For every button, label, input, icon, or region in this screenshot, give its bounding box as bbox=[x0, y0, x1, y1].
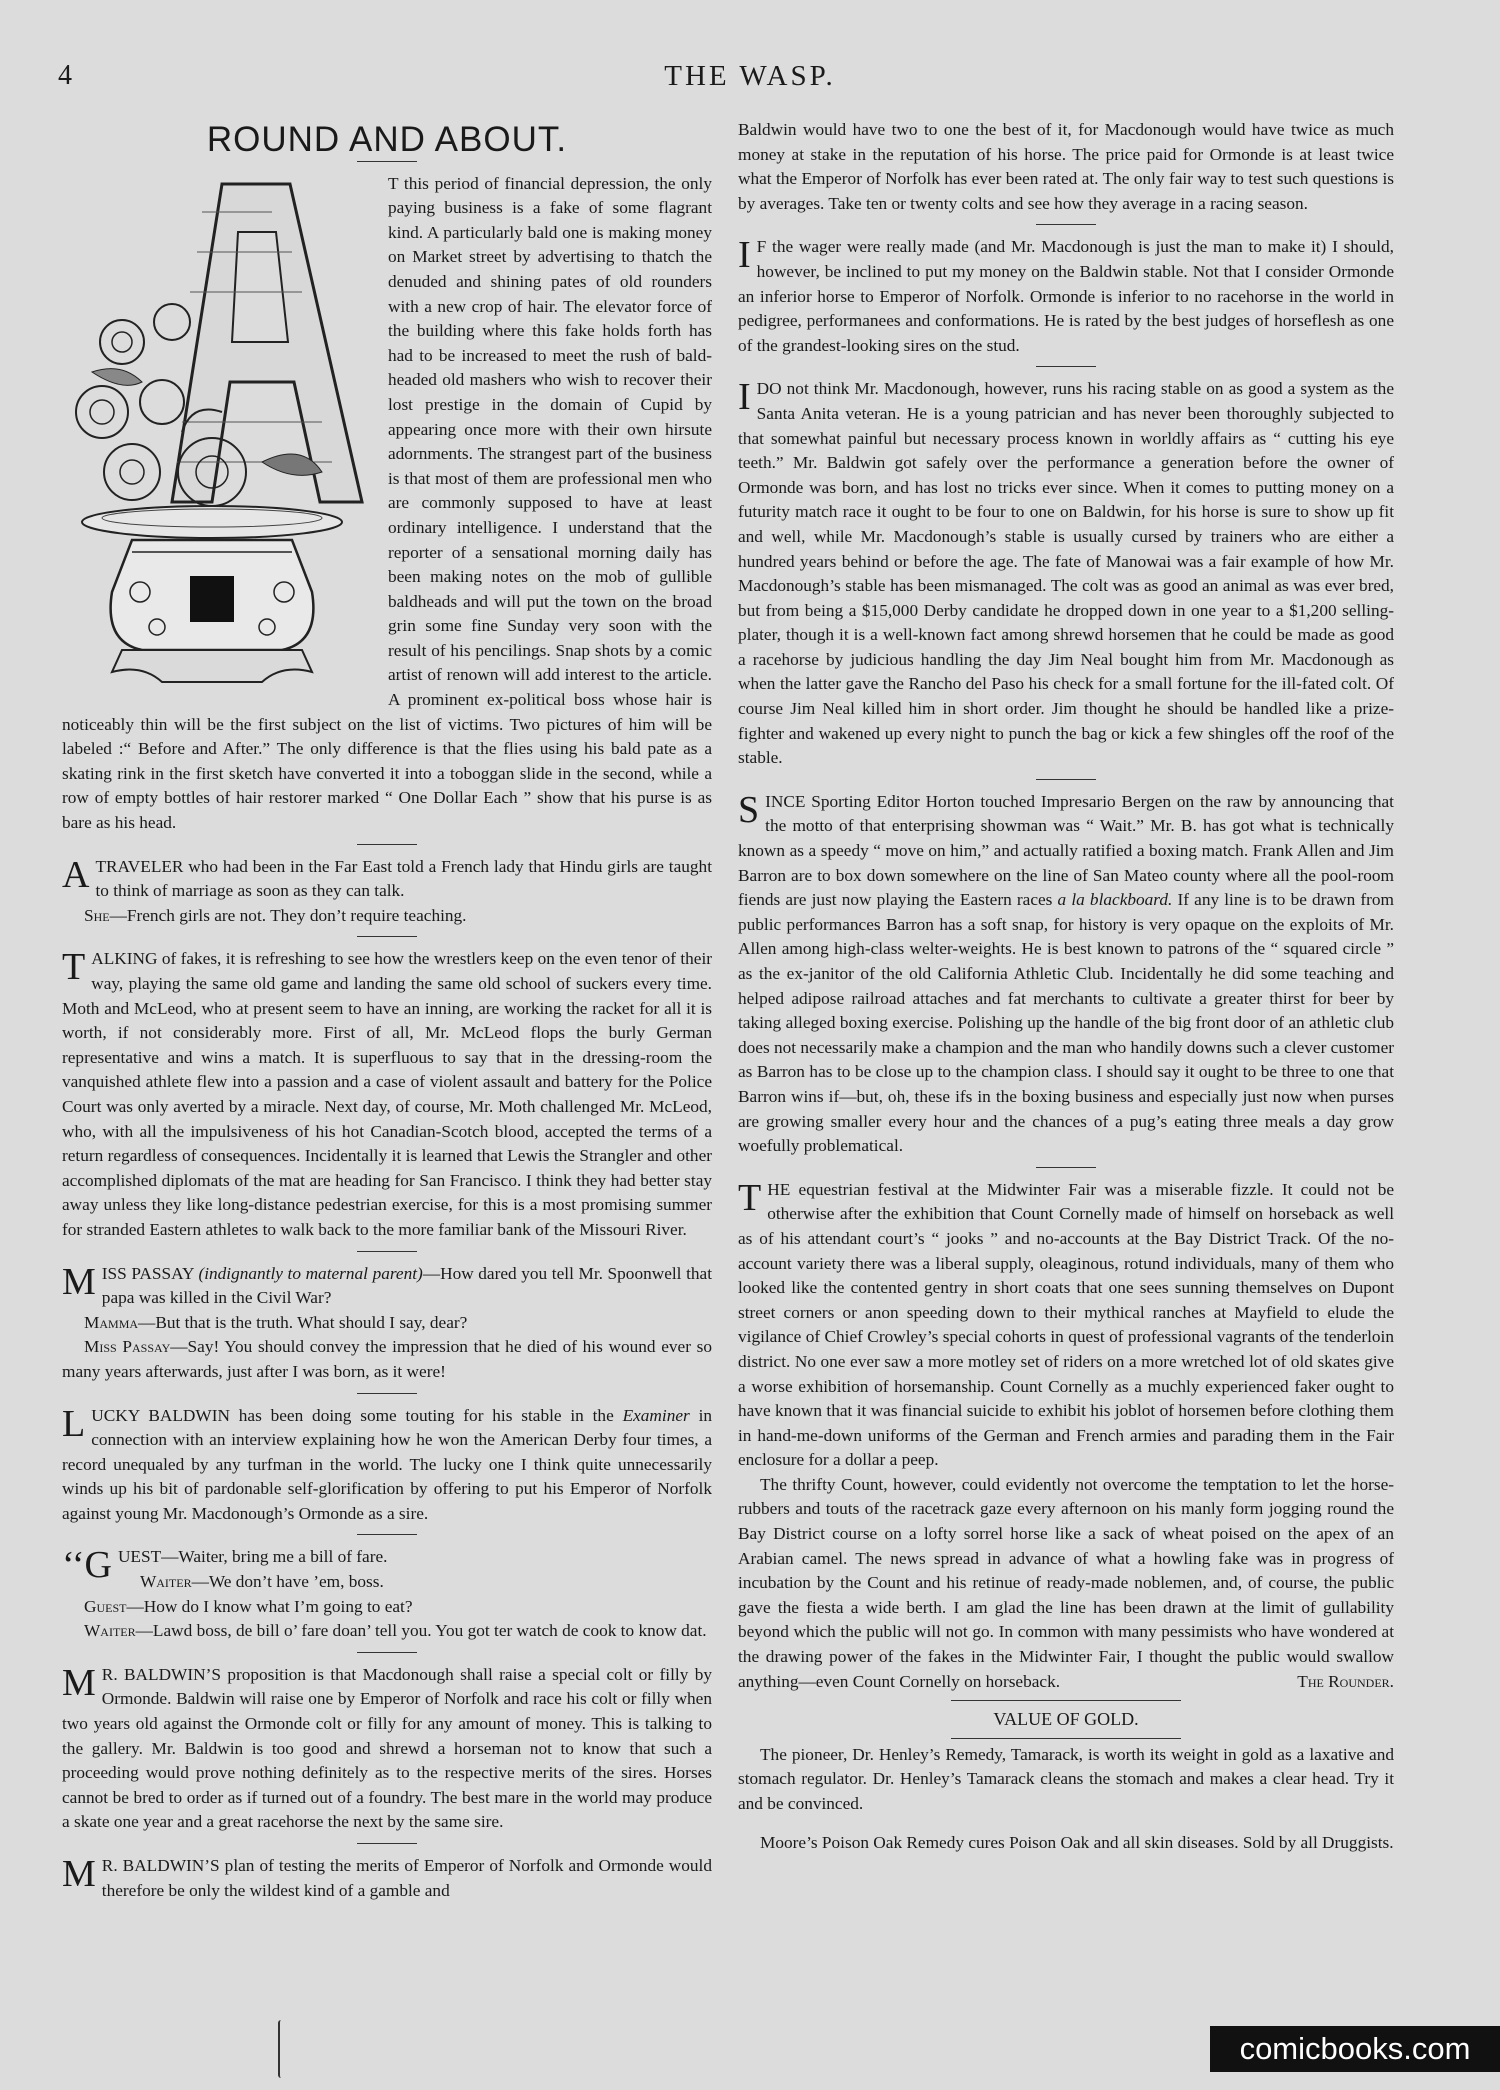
dialogue-text: —How dared you tell Mr. Spoonwell that papa was killed in the Civil War? bbox=[101, 1263, 712, 1308]
divider bbox=[357, 936, 417, 937]
drop-cap: M bbox=[62, 1661, 96, 1704]
drop-cap: T bbox=[738, 1176, 762, 1219]
speaker-name: Waiter bbox=[84, 1621, 136, 1641]
guest-paragraph bbox=[62, 1545, 712, 1643]
speaker-name: Waiter bbox=[139, 1572, 192, 1592]
signature: The Rounder. bbox=[1297, 1671, 1394, 1691]
drop-cap: I bbox=[738, 376, 751, 419]
lead-word: TRAVELER bbox=[95, 856, 184, 876]
article-title: ROUND AND ABOUT. bbox=[206, 120, 568, 159]
paragraph-text bbox=[738, 1473, 1394, 1694]
traveler-paragraph bbox=[62, 855, 712, 929]
divider bbox=[357, 844, 417, 845]
ad-text: The pioneer, Dr. Henley’s Remedy, Tamarack, is worth its weight in gold as a laxative and stomach regulator. Dr. Henley’s Tamarack cleans the stomach and makes a clear head. Try it and be convinced. bbox=[738, 1744, 1394, 1813]
plan-paragraph bbox=[62, 1854, 712, 1903]
dialogue-text: —Waiter, bring me a bill of fare. bbox=[161, 1547, 388, 1567]
speaker-name: Miss Passay bbox=[84, 1337, 171, 1357]
paragraph-text: proposition is that Macdonough shall raise a special colt or filly by Ormonde. Baldwin will raise one by Emperor of Norfolk and race his colt or filly when two years old against the Ormonde colt or filly for any amount of money. This is talking to the gallery. Mr. Baldwin is too good and shrewd a horseman not to know that such a proceeding would prove nothing definitely as to the respective merits of the sires. Horses cannot be bred to order as if turned out of a foundry. The best mare in the world may produce a skate one year and a great racehorse the next by the same sire. bbox=[62, 1664, 712, 1832]
boxing-paragraph bbox=[738, 790, 1394, 1159]
fair-paragraph bbox=[738, 1178, 1394, 1694]
divider bbox=[357, 1534, 417, 1535]
newspaper-name: Examiner bbox=[622, 1405, 690, 1425]
vase-flowers-initial-icon bbox=[62, 172, 374, 692]
lucky-paragraph bbox=[62, 1404, 712, 1527]
italic-phrase: a la blackboard. bbox=[1057, 890, 1173, 910]
dialogue-text: —We don’t have ’em, boss. bbox=[191, 1572, 384, 1592]
lead-word: ALKING bbox=[91, 949, 158, 969]
paragraph-text: If any line is to be drawn from public performances Barron has a soft snap, for history is very opaque on the exploits of Mr. Allen among high-class welter-weights. He is best known to patrons of the “ squared circle ” as the ex-janitor of the old California Athletic Club. Incidentally he did some teaching and helped adipose railroad attaches and fat merchants to cultivate a greater thirst for beer by taking alleged boxing exercise. Polishing up the handle of the big front door of an athletic club does not necessarily make a champion and the man who handily downs such a clever customer as Barron has to be close up to the champion class. I should say it ought to be three to one that Barron wins if—but, oh, these ifs in the boxing business and especially just now when purses are growing smaller every hour and the chances of a pug’s eating three meals a day grow woefully problematical. bbox=[738, 890, 1395, 1156]
drop-cap: A bbox=[62, 853, 90, 896]
paragraph-text: has been doing some touting for his stable in the bbox=[229, 1405, 623, 1425]
dialogue-text: —Say! You should convey the impression that he died of his wound ever so many years afterwards, just after I was born, as it were! bbox=[62, 1337, 713, 1381]
drop-cap: S bbox=[738, 788, 760, 831]
dialogue-text: —Lawd boss, de bill o’ fare doan’ tell you. You got ter watch de cook to know dat. bbox=[135, 1621, 707, 1641]
passay-paragraph bbox=[62, 1262, 712, 1385]
drop-cap: M bbox=[62, 1853, 96, 1895]
divider bbox=[357, 1843, 417, 1844]
ornamental-initial-a-vase-illustration bbox=[62, 172, 374, 692]
drop-cap: I bbox=[738, 234, 751, 277]
paragraph-text: HE equestrian festival at the Midwinter Fair was a miserable fizzle. It could not be otherwise after the exhibition that Count Cornelly made of himself on horseback as well as of his attendant court’s “ jooks ” and no-accounts at the Bay District Track. Of the no-account variety there was a liberal supply, oleaginous, rotund individuals, many of them who looked like the contented gentry in short coats that one sees sunning themselves on Dupont street corners or anon speeding down to their mythical ranches at Mayfield to elude the vigilance of Chief Crowley’s special cohorts in quest of professional vagrants of the tenderloin district. No one ever saw a more motley set of riders on a more wretched lot of old skates give a worse exhibition of horsemanship. Count Cornelly as a muchly experienced faker ought to have known that it was financial suicide to exhibit his joblot of horsemen before clothing them in hand-me-down uniforms of the German and French armies and parading them in the Fair enclosure for a dollar a peep. bbox=[738, 1179, 1394, 1470]
continued-paragraph: Baldwin would have two to one the best of it, for Macdonough would have twice as much money at stake in the reputation of his horse. The price paid for Ormonde is at least twice what the Emperor of Norfolk has ever been rated at. The only fair way to test such questions is by averages. Take ten or twenty colts and see how they average in a racing season. bbox=[738, 120, 1394, 213]
drop-cap: L bbox=[62, 1402, 86, 1445]
proposition-paragraph bbox=[62, 1663, 712, 1835]
divider bbox=[951, 1738, 1181, 1739]
divider bbox=[357, 161, 417, 162]
paragraph-text: in connection with an interview explaining how he won the American Derby four times, a record unequaled by any turfman in the world. The lucky one I think quite unnecessarily winds up his bit of pardonable self-glorification by offering to put his Emperor of Norfolk against young Mr. Macdonough’s Ormonde as a sire. bbox=[62, 1405, 713, 1523]
ad-text: Moore’s Poison Oak Remedy cures Poison Oak and all skin diseases. Sold by all Druggists. bbox=[760, 1832, 1394, 1852]
ad-heading: VALUE OF GOLD. bbox=[993, 1709, 1139, 1730]
right-column bbox=[738, 118, 1394, 1855]
dialogue-text: —How do I know what I’m going to eat? bbox=[126, 1596, 413, 1616]
divider bbox=[1036, 1167, 1096, 1168]
pencil-mark bbox=[278, 2020, 284, 2078]
divider bbox=[951, 1700, 1181, 1701]
intro-text: T this period of financial depression, the only paying business is a fake of some flagrant kind. A particularly bald one is making money on Market street by advertising to thatch the denuded and shining pates of old rounders with a new crop of hair. The elevator force of the building where this fake holds forth has had to be increased to meet the rush of bald-headed old mashers who wish to recover their lost prestige in the domain of Cupid by appearing once more with their own hirsute adornments. The strangest part of the business is that most of them are professional men who are commonly supposed to have at least ordinary intelligence. I understand that the reporter of a sensational morning daily has been making notes on the mob of gullible baldheads and will put the town on the broad grin some fine Sunday very soon with the result of his pencilings. Snap shots by a comic artist of renown will add interest to the article. A prominent ex-political boss whose hair is noticeably thin will be the first subject on the list of victims. Two pictures of him will be labeled :“ Before and After.” The only difference is that the flies using his bald pate as a skating rink in the first sketch have converted it into a toboggan slide in the second, while a row of empty bottles of hair restorer marked “ One Dollar Each ” show that his purse is as bare as his head. bbox=[62, 173, 712, 833]
stable-paragraph bbox=[738, 377, 1394, 771]
lead-word: UEST bbox=[117, 1547, 162, 1567]
dialogue-text: —French girls are not. They don’t require teaching. bbox=[109, 905, 467, 925]
speaker-name: She bbox=[84, 905, 110, 925]
left-column bbox=[62, 118, 712, 1903]
lead-word: R. BALDWIN’S bbox=[101, 1664, 221, 1684]
divider bbox=[357, 1251, 417, 1252]
paragraph-text: INCE Sporting Editor Horton touched Impresario Bergen on the raw by announcing that the motto of that enterprising showman was “ Wait.” Mr. B. has got what is technically known as a speedy “ move on him,” and actually ratified a boxing match. Frank Allen and Jim Barron are to box down somewhere on the line of San Mateo county where all the pool-room fiends are just now playing the Eastern races bbox=[738, 791, 1394, 910]
paragraph-text-continued: The thrifty Count, however, could evidently not overcome the temptation to let the horse-rubbers and touts of the racetrack gaze every afternoon on his manly form jogging round the Bay District course on a lofty sorrel horse like a sack of wheat poised on the apex of an Arabian camel. The news spread in advance of what a howling fake was in progress of incubation by the Count and his retinue of ready-made noblemen, and, of course, the public gave the fiesta a wide berth. I am glad the line has been drawn at the limit of gullability beyond which the public will not go. In common with many pessimists who have wondered at the drawing power of the fakes in the Midwinter Fair, I thought the public would swallow anything—even Count Cornelly on horseback. bbox=[738, 1474, 1394, 1691]
divider bbox=[357, 1393, 417, 1394]
paragraph-text: who had been in the Far East told a French lady that Hindu girls are taught to think of marriage as soon as they can talk. bbox=[95, 856, 712, 901]
running-title: THE WASP. bbox=[664, 60, 836, 92]
speaker-name: Mamma bbox=[84, 1312, 139, 1332]
wager-paragraph bbox=[738, 235, 1394, 358]
page-number: 4 bbox=[58, 60, 72, 91]
speaker-name: Guest bbox=[84, 1596, 127, 1616]
divider bbox=[357, 1652, 417, 1653]
paragraph-text: DO not think Mr. Macdonough, however, runs his racing stable on as good a system as the Santa Anita veteran. He is a young patrician and has never been thoroughly subjected to that somewhat painful but necessary process known in worldly affairs as “ cutting his eye teeth.” Mr. Baldwin got safely over the performance a generation before the owner of Ormonde was born, and has lost no tricks ever since. When it comes to putting money on a futurity match race it ought to be four to one on Baldwin, for his horse is sure to show up fit and well, while Mr. Macdonough’s stable is usually cursed by trainers who are either a hundred years behind or before the age. The fate of Manowai was a fair example of how Mr. Macdonough’s stable has been mismanaged. The colt was as good an animal as was ever bred, but from being a $15,000 Derby candidate he dropped down in one year to a $1,200 selling-plater, though it is a well-known fact among shrewd horsemen that he could be made as good a racehorse by judicious handling the day Jim Neal bought him from Mr. Macdonough as when the latter gave the Rancho del Paso his check for a small fortune for the ill-fated colt. Of course Jim Neal killed him in short order. Jim thought he should be handled like a prize-fighter and wakened up every night to punch the bag or kick a few shingles off the roof of the stable. bbox=[738, 379, 1394, 768]
dialogue-text: —But that is the truth. What should I say, dear? bbox=[138, 1312, 468, 1332]
drop-cap: T bbox=[62, 946, 86, 989]
lead-word: R. BALDWIN’S bbox=[101, 1856, 220, 1875]
fakes-paragraph bbox=[62, 947, 712, 1242]
paragraph-text: plan of testing the merits of Emperor of Norfolk and Ormonde would therefore be only the wildest kind of a gamble and bbox=[101, 1856, 713, 1900]
stage-direction: (indignantly to maternal parent) bbox=[198, 1263, 423, 1283]
divider bbox=[1036, 779, 1096, 780]
drop-cap: ‘‘G bbox=[62, 1544, 112, 1587]
paragraph-text: F the wager were really made (and Mr. Macdonough is just the man to make it) I should, however, be inclined to put my money on the Baldwin stable. Not that I consider Ormonde an inferior horse to Emperor of Norfolk. Ormonde is inferior to no racehorse in the world in pedigree, performanees and conformations. He is rated by the best judges of horseflesh as one of the grandest-looking sires on the stud. bbox=[738, 237, 1394, 355]
lead-word: UCKY BALDWIN bbox=[91, 1405, 230, 1425]
drop-cap: M bbox=[62, 1260, 96, 1303]
paragraph-text: of fakes, it is refreshing to see how the wrestlers keep on the even tenor of their way, playing the same old game and landing the same old school of suckers every time. Moth and McLeod, who at present seem to have an inning, are working the racket for all it is worth, if not considerably more. First of all, Mr. McLeod flops the burly German representative and wins a match. It is superfluous to say that in the dressing-room the vanquished athlete flew into a passion and a case of violent assault and battery for the Police Court was only averted by a miracle. Next day, of course, Mr. Moth challenged Mr. McLeod, who, with all the impulsiveness of his hot Canadian-Scotch blood, accepted the terms of a return regardless of consequences. Incidentally it is learned that Lewis the Strangler and other accomplished diplomats of the mat are heading for San Francisco. I think they had better stay away unless they like long-distance pedestrian exercise, for this is a most promising summer for stranded Eastern athletes to walk back to the more familiar bank of the Missouri River. bbox=[62, 949, 712, 1239]
intro-paragraph bbox=[62, 172, 712, 836]
divider bbox=[1036, 224, 1096, 225]
divider bbox=[1036, 366, 1096, 367]
lead-word: ISS PASSAY bbox=[101, 1263, 194, 1283]
watermark: comicbooks.com bbox=[1210, 2026, 1500, 2072]
